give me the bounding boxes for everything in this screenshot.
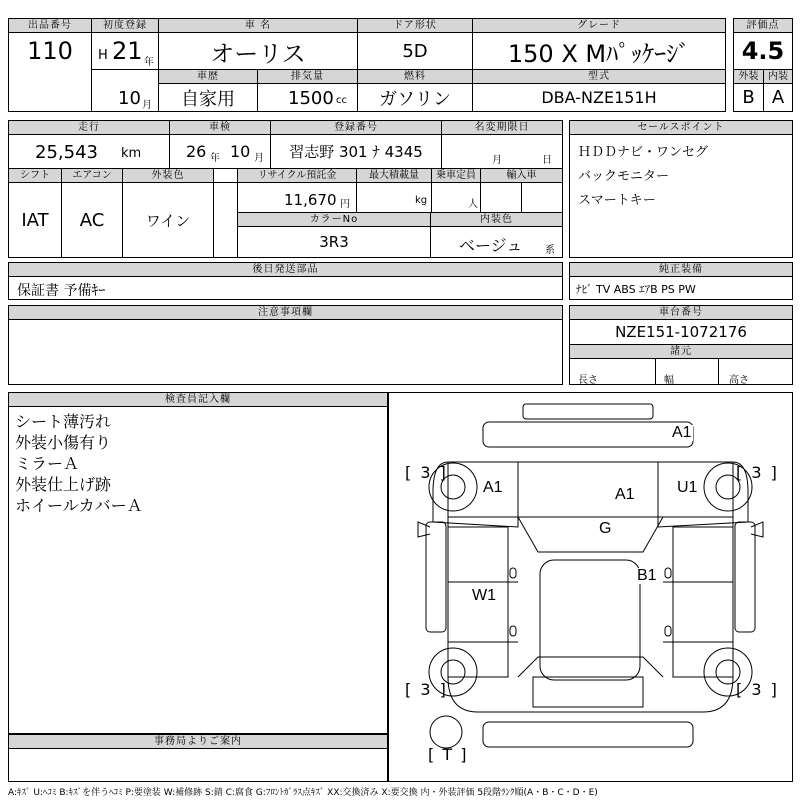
equipment: ﾅﾋﾞ TV ABS ｴｱB PS PW [569,276,793,300]
recycle-label: リサイクル預託金 [237,168,357,183]
capacity-unit: 人 [468,199,478,210]
dims-length [569,358,656,385]
spare-tire [430,716,462,748]
chassis-label: 車台番号 [569,305,793,320]
front-bumper [483,422,693,447]
first-reg-label: 初度登録 [91,18,159,33]
mark-left-side: W1 [472,587,496,604]
bracket-open-fr: [ [736,463,743,482]
inspection-month-unit: 月 [254,153,264,164]
doors: 5D [357,32,473,70]
dims-height [718,358,793,385]
mileage: 25,543 [35,142,98,163]
displacement-cell [257,83,358,112]
inspection-year: 26 [186,142,207,161]
first-reg-month-cell [91,69,159,112]
mark-right-front-fender: U1 [677,479,698,496]
inspection-cell [169,134,271,169]
sales-point-2: バックモニター [578,169,670,184]
color-spacer [213,182,238,258]
name-change-month-unit: 月 [492,155,502,166]
dims-width [655,358,719,385]
tire-rl-mark [405,680,446,699]
tire-fr-value: 3 [751,463,762,482]
lot-no-label: 出品番号 [8,18,92,33]
interior-color-cell [430,226,563,258]
legend: A:ｷｽﾞ U:ﾍｺﾐ B:ｷｽﾞを伴うﾍｺﾐ P:要塗装 W:補修跡 S:錆 C:腐食 G:ﾌﾛﾝﾄｶﾞﾗｽ点ｷｽﾞ XX:交換済み X:要交換 内・外装評価 5段階ﾗﾝｸ順(A・B・C・D・E) [8,788,598,798]
model-label: 型式 [472,69,726,84]
sales-point-3: スマートキー [578,193,656,208]
car-name: オーリス [158,32,358,70]
bracket-open-rr: [ [736,680,743,699]
color-label: 外装色 [122,168,214,183]
max-load-cell [356,182,432,213]
inspection-year-unit: 年 [210,153,220,164]
name-change-day-unit: 日 [542,155,552,166]
interior-color: ベージュ [459,236,523,255]
first-reg-year-cell [91,32,159,70]
score: 4.5 [733,32,793,70]
interior-label: 内装 [763,69,793,84]
inspector-line-5: ホイールカバーＡ [15,496,143,515]
mark-right-side: B1 [637,567,657,584]
tire-fl-value: 3 [420,463,431,482]
color-no-label: カラーNo [237,212,431,227]
tire-rl-value: 3 [420,680,431,699]
car-name-label: 車 名 [158,18,358,33]
mileage-label: 走行 [8,120,170,135]
bracket-close-rr: ] [770,680,777,699]
inspector-label: 検査員記入欄 [8,392,388,407]
roof [540,560,640,680]
spare-value: T [442,745,453,764]
sales-points-label: セールスポイント [569,120,793,135]
import-cell-a [480,182,522,213]
shift: IAT [8,182,62,258]
first-reg-year-unit: 年 [144,57,154,68]
inspector-line-3: ミラーＡ [15,454,80,473]
score-label: 評価点 [733,18,793,33]
first-reg-month-unit: 月 [142,100,152,111]
tire-rr-mark [736,680,777,699]
bracket-close-spare: ] [460,745,467,764]
chassis-no: NZE151-1072176 [569,319,793,345]
tire-fr-mark [736,463,777,482]
first-reg-era: H [98,48,108,63]
recycle: 11,670 [284,191,337,209]
mileage-cell [8,134,170,169]
office-box [8,748,388,782]
office-label: 事務局よりご案内 [8,734,388,749]
mark-roof-front: A1 [672,424,692,441]
notes-label: 注意事項欄 [8,305,563,320]
history: 自家用 [158,83,258,112]
mark-left-front-fender: A1 [483,479,503,496]
tire-rr-value: 3 [751,680,762,699]
mark-windshield: G [599,520,612,537]
sales-points-box [569,134,793,258]
bracket-close-fl: ] [439,463,446,482]
sales-point-1: ＨＤＤナビ・ワンセグ [578,145,709,160]
displacement-label: 排気量 [257,69,358,84]
model: DBA-NZE151H [472,83,726,112]
dims-width-label: 幅 [664,375,674,386]
interior-color-unit: 系 [545,245,555,256]
shift-label: シフト [8,168,62,183]
inspection-month: 10 [230,142,251,161]
inspection-label: 車検 [169,120,271,135]
doors-label: ドア形状 [357,18,473,33]
first-reg-month: 10 [118,88,141,109]
dims-length-label: 長さ [578,375,598,386]
inspector-line-2: 外装小傷有り [15,433,112,452]
name-change-label: 名変期限日 [441,120,563,135]
max-load-label: 最大積載量 [356,168,432,183]
interior-color-label: 内装色 [430,212,563,227]
dims-label: 諸元 [569,344,793,359]
bracket-close-rl: ] [439,680,446,699]
notes-box [8,319,563,385]
import-cell-b [521,182,563,213]
bracket-open-rl: [ [405,680,412,699]
displacement: 1500 [288,88,334,109]
mileage-unit: km [121,146,142,161]
import-label: 輸入車 [480,168,563,183]
color-no: 3R3 [237,226,431,258]
fuel-label: 燃料 [357,69,473,84]
exterior-label: 外装 [733,69,764,84]
capacity-label: 乗車定員 [431,168,481,183]
ac-label: エアコン [61,168,123,183]
displacement-unit: cc [336,95,347,106]
plate: 習志野 301 ﾅ 4345 [270,134,442,169]
spare-mark [428,745,466,764]
fuel: ガソリン [357,83,473,112]
grade: 150 X Mﾊﾟｯｹｰｼﾞ [472,32,726,70]
later-parts-label: 後日発送部品 [8,262,563,277]
bracket-open-fl: [ [405,463,412,482]
grade-label: グレード [472,18,726,33]
ac: AC [61,182,123,258]
recycle-unit: 円 [340,199,350,210]
mark-hood: A1 [615,486,635,503]
inspector-line-1: シート薄汚れ [15,412,112,431]
bracket-close-fr: ] [770,463,777,482]
first-reg-year: 21 [112,37,143,65]
max-load-unit: kg [415,195,428,206]
history-label: 車歴 [158,69,258,84]
exterior-score: B [733,83,764,112]
car-diagram-drawing [388,392,793,782]
later-parts: 保証書 予備ｷｰ [8,276,563,300]
inspector-line-4: 外装仕上げ跡 [15,475,112,494]
capacity-cell [431,182,481,213]
tire-fl-mark [405,463,446,482]
rear-bumper [483,722,693,747]
equipment-label: 純正装備 [569,262,793,277]
dims-height-label: 高さ [729,375,749,386]
lot-no: 110 [8,32,92,112]
inspector-box [8,406,388,734]
bracket-open-spare: [ [428,745,435,764]
name-change-cell [441,134,563,169]
recycle-cell [237,182,357,213]
color: ワイン [122,182,214,258]
interior-score: A [763,83,793,112]
right-side-panel [673,527,733,677]
plate-label: 登録番号 [270,120,442,135]
